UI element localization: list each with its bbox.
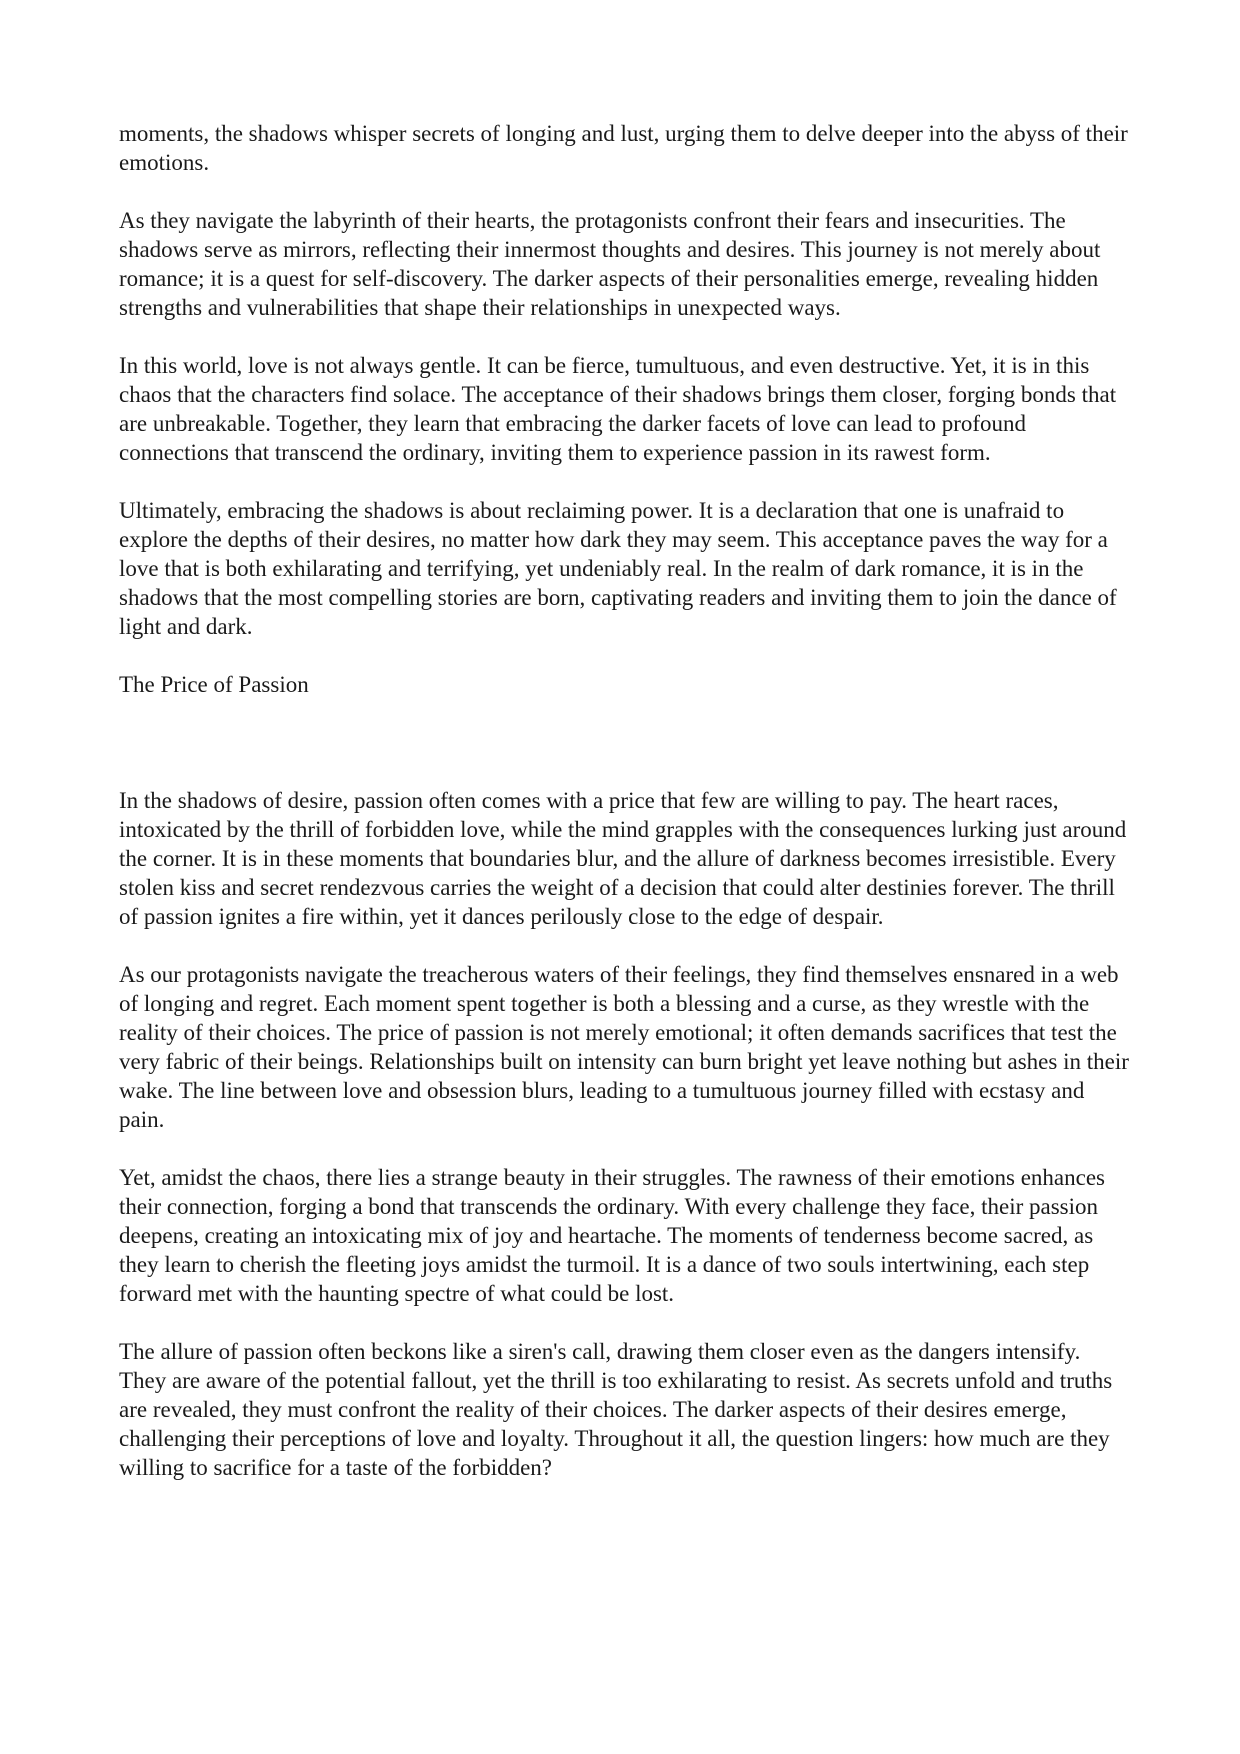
paragraph: moments, the shadows whisper secrets of longing and lust, urging them to delve deeper into the abyss of their emotions. [119, 121, 1128, 175]
paragraph: As our protagonists navigate the treacherous waters of their feelings, they find themselves ensnared in a web of longing and regret. Each moment spent together is both a blessing and a curse, as they wrestle with the reality of their choices. The price of passion is not merely emotional; it often demands sacrifices that test the very fabric of their beings. Relationships built on intensity can burn bright yet leave nothing but ashes in their wake. The line between love and obsession blurs, leading to a tumultuous journey filled with ecstasy and pain. [119, 962, 1129, 1132]
section-heading: The Price of Passion [119, 672, 309, 697]
paragraph: The allure of passion often beckons like a siren's call, drawing them closer even as the dangers intensify. They are aware of the potential fallout, yet the thrill is too exhilarating to resist. As secrets unfold and truths are revealed, they must confront the reality of their choices. The darker aspects of their desires emerge, challenging their perceptions of love and loyalty. Throughout it all, the question lingers: how much are they willing to sacrifice for a taste of the forbidden? [119, 1339, 1113, 1480]
section-spacer [119, 728, 1129, 786]
paragraph: In the shadows of desire, passion often comes with a price that few are willing to pay. The heart races, intoxicated by the thrill of forbidden love, while the mind grapples with the consequences lurking just around the corner. It is in these moments that boundaries blur, and the allure of darkness becomes irresistible. Every stolen kiss and secret rendezvous carries the weight of a decision that could alter destinies forever. The thrill of passion ignites a fire within, yet it dances perilously close to the edge of despair. [119, 788, 1127, 929]
paragraph: Ultimately, embracing the shadows is about reclaiming power. It is a declaration that one is unafraid to explore the depths of their desires, no matter how dark they may seem. This acceptance paves the way for a love that is both exhilarating and terrifying, yet undeniably real. In the realm of dark romance, it is in the shadows that the most compelling stories are born, captivating readers and inviting them to join the dance of light and dark. [119, 498, 1117, 639]
paragraph: In this world, love is not always gentle. It can be fierce, tumultuous, and even destructive. Yet, it is in this chaos that the characters find solace. The acceptance of their shadows brings them closer, forging bonds that are unbreakable. Together, they learn that embracing the darker facets of love can lead to profound connections that transcend the ordinary, inviting them to experience passion in its rawest form. [119, 353, 1117, 465]
paragraph: Yet, amidst the chaos, there lies a strange beauty in their struggles. The rawness of their emotions enhances their connection, forging a bond that transcends the ordinary. With every challenge they face, their passion deepens, creating an intoxicating mix of joy and heartache. The moments of tenderness become sacred, as they learn to cherish the fleeting joys amidst the turmoil. It is a dance of two souls intertwining, each step forward met with the haunting spectre of what could be lost. [119, 1165, 1105, 1306]
document-body [119, 119, 1129, 1511]
paragraph: As they navigate the labyrinth of their hearts, the protagonists confront their fears and insecurities. The shadows serve as mirrors, reflecting their innermost thoughts and desires. This journey is not merely about romance; it is a quest for self-discovery. The darker aspects of their personalities emerge, revealing hidden strengths and vulnerabilities that shape their relationships in unexpected ways. [119, 208, 1101, 320]
